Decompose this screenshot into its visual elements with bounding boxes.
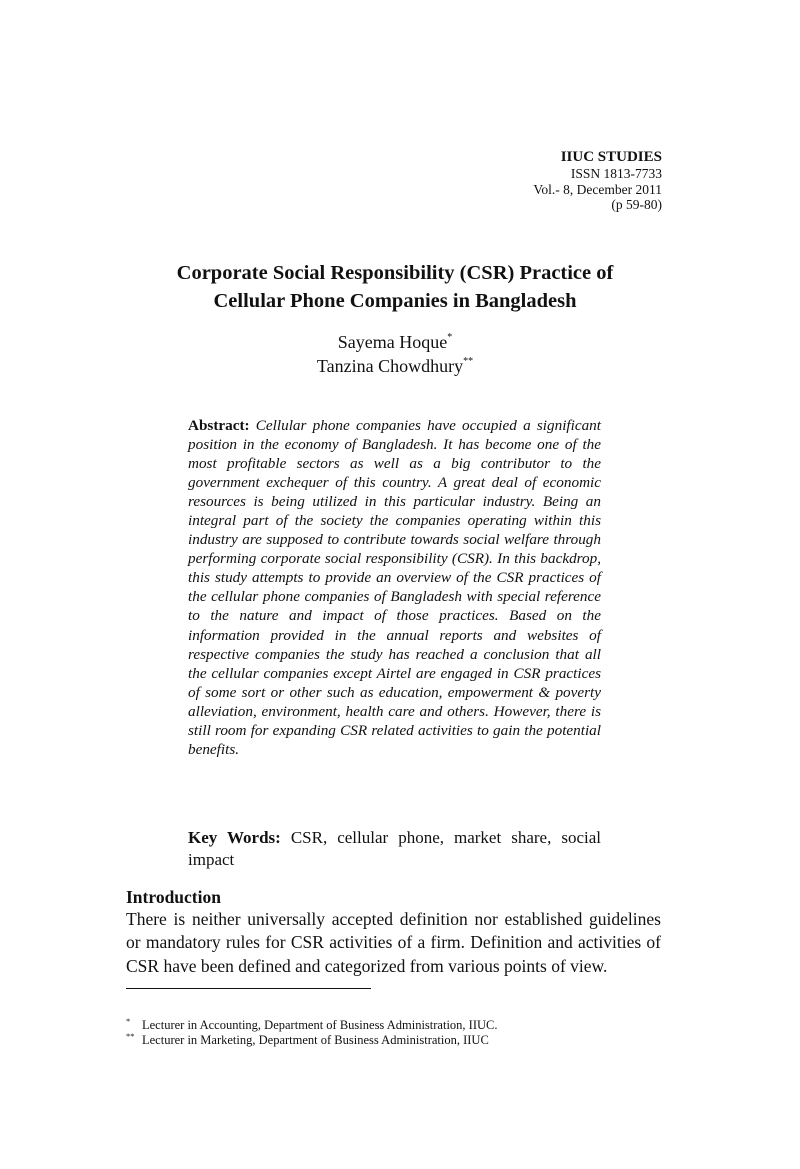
author-footnote-mark: ** [463, 356, 474, 367]
author-1 [100, 330, 690, 354]
introduction-paragraph: There is neither universally accepted definition nor established guidelines or mandatory rules for CSR activities of a firm. Definition and activities of CSR have been defined and categorized from various points of view. [126, 909, 661, 976]
keywords-text: CSR, cellular phone, market share, social impact [188, 828, 601, 869]
footnotes [126, 1018, 498, 1048]
author-list [100, 330, 690, 378]
title-line-1: Corporate Social Responsibility (CSR) Practice of [176, 262, 614, 284]
journal-name: IIUC STUDIES [560, 149, 662, 165]
footnote-mark: * [126, 1016, 131, 1026]
abstract [188, 416, 601, 759]
journal-issn: ISSN 1813-7733 [570, 166, 662, 181]
keywords [188, 827, 601, 871]
footnote-1 [126, 1018, 498, 1033]
author-name: Sayema Hoque [337, 332, 448, 352]
journal-volume: Vol.- 8, December 2011 [533, 181, 662, 197]
abstract-text: Cellular phone companies have occupied a significant position in the economy of Bangladesh. It has become one of the most profitable sectors as well as a big contributor to the government exchequer of this country. A great deal of economic resources is being utilized in this particular industry. Being an integral part of the society the companies operating within this industry are supposed to contribute towards social welfare through performing corporate social responsibility (CSR). In this backdrop, this study attempts to provide an overview of the CSR practices of the cellular phone companies of Bangladesh with special reference to the nature and impact of those practices. Based on the information provided in the annual reports and websites of respective companies the study has reached a conclusion that all the cellular companies except Airtel are engaged in CSR practices of some sort or other such as education, empowerment & poverty alleviation, environment, health care and others. However, there is still room for expanding CSR related activities to gain the potential benefits. [188, 417, 601, 758]
author-footnote-mark: * [447, 332, 453, 343]
title-line-2: Cellular Phone Companies in Bangladesh [213, 290, 577, 312]
footnote-text: Lecturer in Marketing, Department of Business Administration, IIUC [142, 1033, 489, 1047]
footnote-divider [126, 988, 371, 989]
footnote-text: Lecturer in Accounting, Department of Business Administration, IIUC. [142, 1018, 498, 1032]
author-2 [100, 354, 690, 378]
article-title [100, 259, 690, 315]
abstract-label: Abstract: [188, 417, 250, 434]
author-name: Tanzina Chowdhury [316, 356, 464, 376]
journal-pages: (p 59-80) [611, 197, 662, 212]
keywords-label: Key Words: [188, 828, 281, 847]
introduction-heading: Introduction [126, 887, 221, 907]
footnote-mark: ** [126, 1031, 135, 1041]
journal-header [533, 148, 662, 213]
footnote-2 [126, 1033, 498, 1048]
